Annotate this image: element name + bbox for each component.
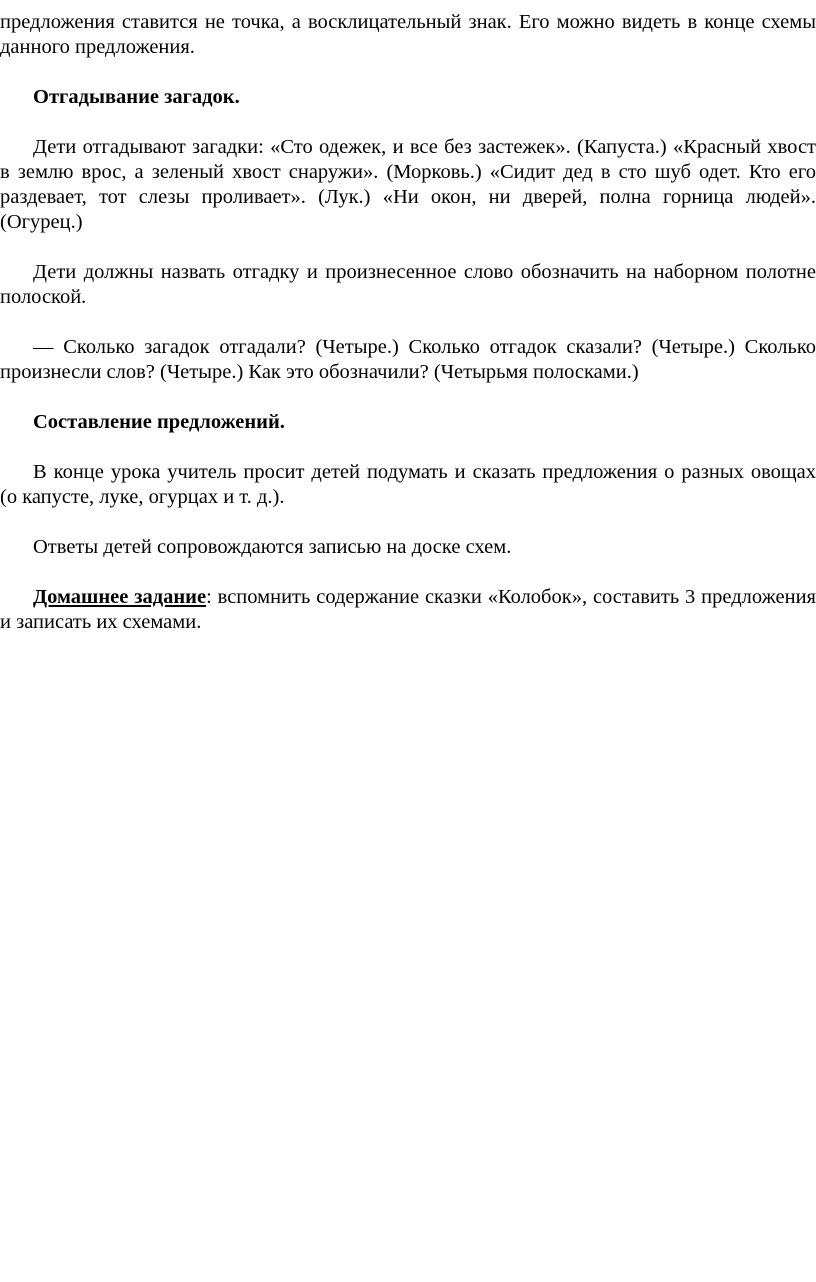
homework-label: Домашнее задание xyxy=(33,586,207,608)
riddles-heading: Отгадывание загадок. xyxy=(33,86,240,108)
sentences-heading: Составление предложений. xyxy=(33,411,285,433)
answer-paragraph: Дети должны назвать отгадку и произнесенное слово обозначить на наборном полотне полоской. xyxy=(0,261,816,308)
questions-paragraph: — Сколько загадок отгадали? (Четыре.) Сколько отгадок сказали? (Четыре.) Сколько произнесли слов? (Четыре.) Как это обозначили? (Четырьмя полосками.) xyxy=(0,336,816,383)
intro-paragraph: предложения ставится не точка, а восклицательный знак. Его можно видеть в конце схемы данного предложения. xyxy=(0,11,816,58)
homework-paragraph xyxy=(0,585,816,635)
sentences-paragraph: В конце урока учитель просит детей подумать и сказать предложения о разных овощах (о капусте, луке, огурцах и т. д.). xyxy=(0,461,816,508)
riddles-paragraph: Дети отгадывают загадки: «Сто одежек, и все без застежек». (Капуста.) «Красный хвост в землю врос, а зеленый хвост снаружи». (Морковь.) «Сидит дед в сто шуб одет. Кто его раздевает, тот слезы проливает». (Лук.) «Ни окон, ни дверей, полна горница людей». (Огурец.) xyxy=(0,136,816,233)
document-page xyxy=(0,0,816,635)
homework-text: : вспомнить содержание сказки «Колобок», составить 3 предложения и записать их схемами. xyxy=(0,586,816,633)
schemes-paragraph: Ответы детей сопровождаются записью на доске схем. xyxy=(33,536,512,558)
